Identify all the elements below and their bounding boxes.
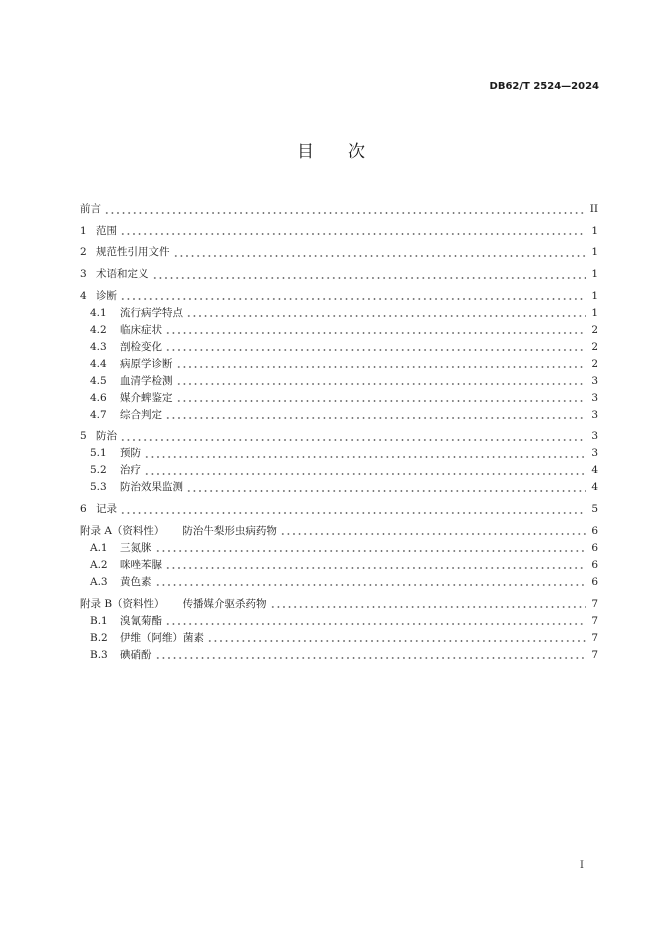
toc-entry-title: 血清学检测 [120, 374, 173, 387]
toc-entry-number: 5.3 [90, 481, 107, 494]
toc-entry-number: 4.1 [90, 306, 107, 319]
toc-entry-number: B.3 [90, 648, 108, 661]
toc-entry-section-4-6[interactable] [80, 390, 598, 407]
toc-entry-number: 5 [80, 430, 87, 443]
toc-entry-section-4-1[interactable] [80, 305, 598, 322]
dot-leader [155, 657, 587, 659]
toc-entry-section-4[interactable] [80, 288, 598, 305]
toc-entry-number: 4.2 [90, 323, 107, 336]
dot-leader [186, 490, 586, 492]
toc-entry-preface[interactable] [80, 201, 598, 218]
toc-entry-section-5-1[interactable] [80, 445, 598, 462]
toc-entry-number: 5.2 [90, 464, 107, 477]
dot-leader [176, 366, 587, 368]
dot-leader [152, 277, 587, 279]
toc-entry-page: 4 [591, 481, 598, 494]
toc-entry-title: 剖检变化 [120, 340, 162, 353]
toc-entry-page: 6 [591, 541, 598, 554]
toc-entry-title: 临床症状 [120, 323, 162, 336]
toc-entry-appendix-a-1[interactable] [80, 540, 598, 557]
toc-entry-number: 4.4 [90, 357, 107, 370]
toc-entry-page: 2 [591, 340, 598, 353]
dot-leader [144, 456, 586, 458]
toc-entry-page: 3 [591, 391, 598, 404]
toc-entry-number: 2 [80, 246, 87, 259]
dot-leader [120, 439, 586, 441]
dot-leader [176, 400, 587, 402]
toc-appendix-label: 附录 B（资料性） [80, 597, 165, 610]
dot-leader [165, 349, 586, 351]
toc-entry-appendix-b[interactable] [80, 596, 598, 613]
toc-entry-title: 综合判定 [120, 408, 162, 421]
toc-entry-title: 范围 [96, 224, 117, 237]
toc-entry-title: 诊断 [96, 289, 117, 302]
toc-entry-section-6[interactable] [80, 501, 598, 518]
toc-entry-number: 4 [80, 289, 87, 302]
toc-entry-page: II [589, 203, 598, 215]
toc-entry-section-4-7[interactable] [80, 407, 598, 424]
table-of-contents [80, 201, 598, 664]
toc-entry-number: B.1 [90, 614, 108, 627]
toc-entry-section-5-3[interactable] [80, 479, 598, 496]
toc-entry-page: 2 [591, 323, 598, 336]
toc-entry-number: A.2 [90, 558, 108, 571]
toc-entry-title: 预防 [120, 447, 141, 460]
toc-entry-number: B.2 [90, 631, 108, 644]
dot-leader [144, 473, 586, 475]
toc-entry-page: 7 [591, 631, 598, 644]
toc-entry-section-5-2[interactable] [80, 462, 598, 479]
toc-entry-page: 1 [591, 268, 598, 281]
toc-entry-section-2[interactable] [80, 244, 598, 261]
toc-entry-number: 6 [80, 503, 87, 516]
toc-entry-title: 传播媒介驱杀药物 [182, 597, 267, 610]
toc-entry-title: 规范性引用文件 [96, 246, 170, 259]
toc-entry-page: 6 [591, 575, 598, 588]
dot-leader [165, 623, 586, 625]
toc-entry-page: 3 [591, 374, 598, 387]
dot-leader [173, 255, 587, 257]
toc-entry-page: 7 [591, 648, 598, 661]
toc-entry-section-4-3[interactable] [80, 339, 598, 356]
toc-entry-title: 记录 [96, 503, 117, 516]
dot-leader [270, 606, 586, 608]
toc-entry-appendix-b-3[interactable] [80, 647, 598, 664]
toc-entry-number: 1 [80, 224, 87, 237]
toc-entry-appendix-b-2[interactable] [80, 630, 598, 647]
toc-entry-appendix-a-2[interactable] [80, 557, 598, 574]
toc-entry-number: A.3 [90, 575, 108, 588]
toc-entry-appendix-b-1[interactable] [80, 613, 598, 630]
toc-entry-page: 5 [591, 503, 598, 516]
toc-entry-number: 4.3 [90, 340, 107, 353]
toc-entry-appendix-a-3[interactable] [80, 574, 598, 591]
toc-entry-number: 4.5 [90, 374, 107, 387]
toc-entry-section-4-4[interactable] [80, 356, 598, 373]
document-code: DB62/T 2524—2024 [489, 81, 599, 92]
dot-leader [165, 332, 586, 334]
dot-leader [186, 315, 586, 317]
dot-leader [280, 533, 586, 535]
toc-entry-section-4-5[interactable] [80, 373, 598, 390]
toc-entry-title: 防治 [96, 430, 117, 443]
toc-entry-page: 6 [591, 524, 598, 537]
toc-entry-title: 治疗 [120, 464, 141, 477]
page-title: 目 次 [297, 142, 365, 162]
toc-entry-page: 1 [591, 224, 598, 237]
dot-leader [165, 417, 586, 419]
toc-entry-title: 防治效果监测 [120, 481, 183, 494]
toc-entry-section-3[interactable] [80, 266, 598, 283]
toc-entry-title: 咪唑苯脲 [120, 558, 162, 571]
toc-entry-page: 7 [591, 597, 598, 610]
dot-leader [165, 567, 586, 569]
toc-entry-page: 6 [591, 558, 598, 571]
toc-entry-title: 黄色素 [120, 575, 152, 588]
toc-entry-title: 术语和定义 [96, 268, 149, 281]
toc-entry-page: 1 [591, 306, 598, 319]
toc-entry-page: 1 [591, 246, 598, 259]
dot-leader [155, 550, 587, 552]
toc-entry-title: 媒介蜱鉴定 [120, 391, 173, 404]
toc-entry-title: 伊维（阿维）菌素 [120, 631, 204, 644]
toc-entry-page: 3 [591, 447, 598, 460]
toc-entry-page: 7 [591, 614, 598, 627]
toc-entry-title: 防治牛梨形虫病药物 [182, 524, 277, 537]
toc-entry-page: 4 [591, 464, 598, 477]
toc-entry-number: 4.7 [90, 408, 107, 421]
dot-leader [155, 584, 587, 586]
dot-leader [120, 512, 586, 514]
toc-entry-page: 2 [591, 357, 598, 370]
toc-entry-title: 溴氰菊酯 [120, 614, 162, 627]
toc-entry-number: 4.6 [90, 391, 107, 404]
toc-entry-section-5[interactable] [80, 428, 598, 445]
footer-page-number: I [580, 860, 584, 871]
toc-entry-number: 5.1 [90, 447, 107, 460]
toc-entry-page: 3 [591, 430, 598, 443]
toc-entry-number: A.1 [90, 541, 108, 554]
toc-entry-appendix-a[interactable] [80, 523, 598, 540]
dot-leader [207, 640, 586, 642]
dot-leader [176, 383, 587, 385]
toc-entry-title: 碘硝酚 [120, 648, 152, 661]
dot-leader [120, 298, 586, 300]
toc-entry-title: 前言 [80, 203, 101, 215]
toc-entry-section-4-2[interactable] [80, 322, 598, 339]
toc-entry-section-1[interactable] [80, 223, 598, 240]
toc-entry-page: 1 [591, 289, 598, 302]
dot-leader [104, 212, 586, 214]
toc-entry-title: 三氮脒 [120, 541, 152, 554]
toc-appendix-label: 附录 A（资料性） [80, 524, 165, 537]
toc-entry-page: 3 [591, 408, 598, 421]
toc-entry-number: 3 [80, 268, 87, 281]
toc-entry-title: 流行病学特点 [120, 306, 183, 319]
toc-entry-title: 病原学诊断 [120, 357, 173, 370]
dot-leader [120, 233, 586, 235]
